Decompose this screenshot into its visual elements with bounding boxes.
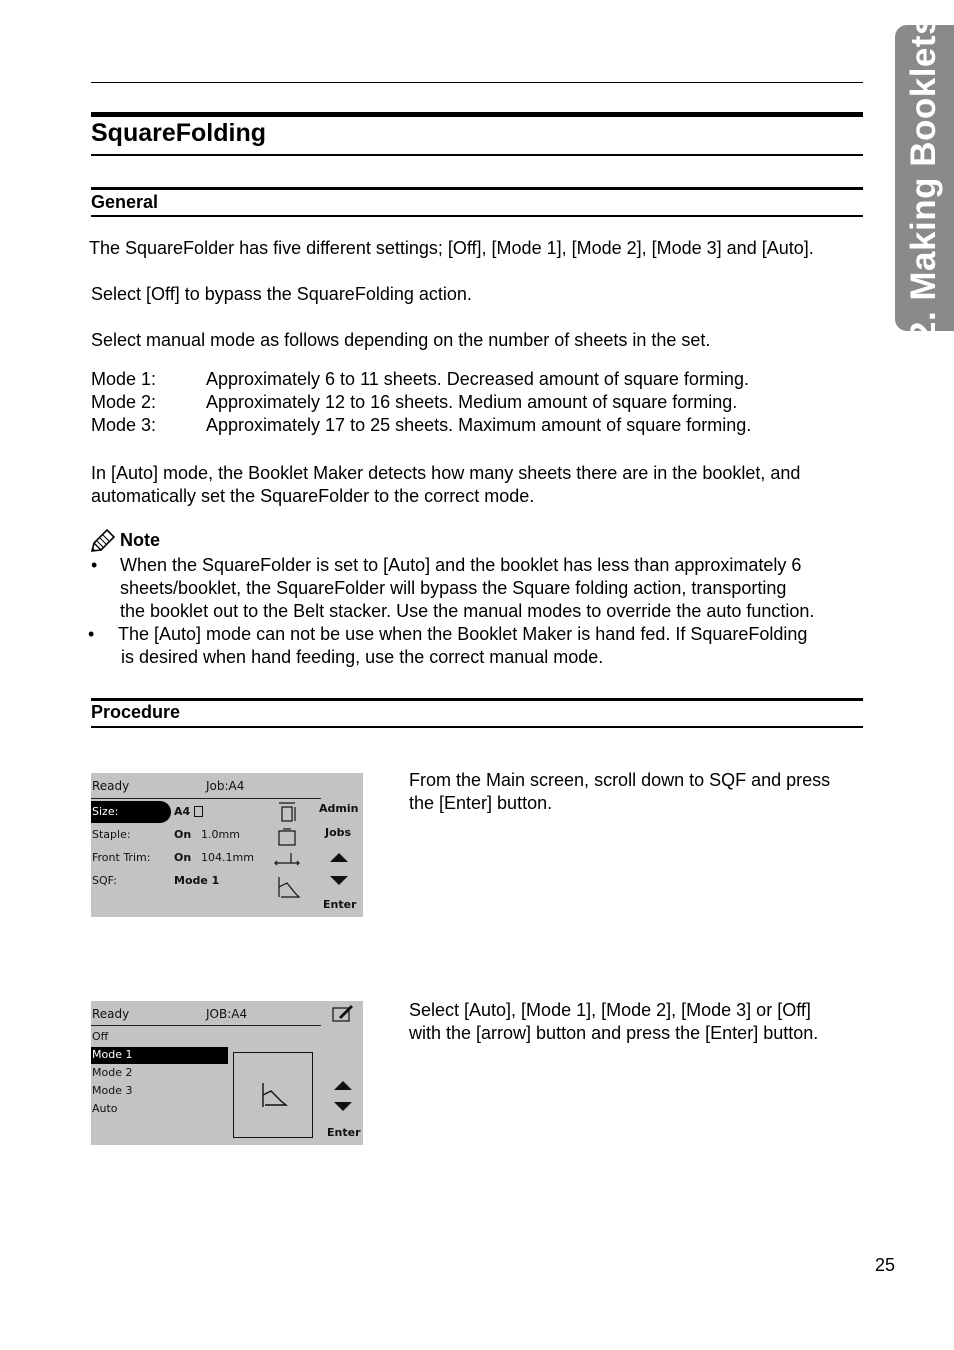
general-heading: General	[91, 192, 159, 212]
arrow-up-icon	[333, 1079, 353, 1091]
auto-paragraph-line-1: In [Auto] mode, the Booklet Maker detects how many sheets there are in the booklet, and	[91, 463, 801, 483]
squarefold-icon	[279, 877, 299, 897]
row-label: SQF:	[92, 874, 117, 887]
title-rule-top	[91, 112, 863, 117]
chapter-tab-label: 2. Making Booklets	[904, 14, 943, 342]
row-value: On	[174, 851, 192, 864]
screen-job: Job:A4	[206, 779, 245, 793]
general-rule-top	[91, 187, 863, 190]
option-mode-1: Mode 1	[92, 1048, 133, 1061]
row-value-detail: 104.1mm	[201, 851, 254, 864]
row-value: Mode 1	[174, 874, 220, 887]
trim-icon	[275, 853, 299, 865]
option-mode-3: Mode 3	[92, 1084, 133, 1097]
arrow-down-icon	[333, 1101, 353, 1113]
page-number: 25	[875, 1255, 896, 1275]
squarefold-icon	[259, 1079, 289, 1109]
page-icon	[194, 806, 203, 817]
admin-button: Admin	[319, 802, 359, 815]
note-bullet-2-line-2: is desired when hand feeding, use the correct manual mode.	[121, 647, 604, 667]
row-value: A4	[174, 805, 191, 818]
note-pencil-icon	[90, 529, 116, 553]
staple-icon	[279, 829, 295, 845]
note-heading: Note	[120, 530, 160, 550]
procedure-heading: Procedure	[91, 702, 181, 722]
sqf-screen-image	[91, 1001, 363, 1145]
screen-status: Ready	[92, 1007, 130, 1021]
mode-description: Approximately 6 to 11 sheets. Decreased amount of square forming.	[206, 369, 749, 389]
procedure-rule-top	[91, 698, 863, 701]
note-bullet-2: • The [Auto] mode can not be use when the Booklet Maker is hand fed. If SquareFolding is desired when hand feeding, use the correct manual mode.	[88, 624, 808, 667]
step-1-line-1: From the Main screen, scroll down to SQF and press	[409, 770, 831, 790]
mode-description: Approximately 17 to 25 sheets. Maximum amount of square forming.	[206, 415, 752, 435]
row-value: On	[174, 828, 192, 841]
step-2-line-1: Select [Auto], [Mode 1], [Mode 2], [Mode 3] or [Off]	[409, 1000, 811, 1020]
row-label: Size:	[92, 805, 119, 818]
row-label: Staple:	[92, 828, 131, 841]
note-bullet-1: • When the SquareFolder is set to [Auto] and the booklet has less than approximately 6 sheets/booklet, the SquareFolder will bypass the Square folding action, transporting the booklet out to the Belt stacker. Use the manual modes to override the auto function.	[91, 555, 815, 621]
preview-box	[233, 1052, 313, 1138]
mode-description: Approximately 12 to 16 sheets. Medium amount of square forming.	[206, 392, 738, 412]
header-rule	[91, 82, 863, 83]
row-label: Front Trim:	[92, 851, 151, 864]
mode-label: Mode 2:	[91, 392, 157, 412]
general-rule-bottom	[91, 215, 863, 217]
screen-status: Ready	[92, 779, 130, 793]
jobs-button: Jobs	[325, 826, 352, 839]
general-paragraph-2: Select [Off] to bypass the SquareFolding action.	[91, 284, 472, 304]
arrow-up-icon	[329, 851, 349, 863]
row-value-detail: 1.0mm	[201, 828, 240, 841]
enter-button: Enter	[327, 1126, 361, 1139]
note-bullet-1-line-1: When the SquareFolder is set to [Auto] and the booklet has less than approximately 6	[120, 555, 802, 575]
section-title: SquareFolding	[91, 119, 266, 147]
settings-icons	[273, 801, 301, 901]
step-1-line-2: the [Enter] button.	[409, 793, 553, 813]
enter-button: Enter	[323, 898, 357, 911]
screen-job: JOB:A4	[206, 1007, 248, 1021]
option-mode-2: Mode 2	[92, 1066, 133, 1079]
note-bullet-2-line-1: The [Auto] mode can not be use when the Booklet Maker is hand fed. If SquareFolding	[118, 624, 808, 644]
note-bullet-1-line-3: the booklet out to the Belt stacker. Use the manual modes to override the auto function.	[120, 601, 815, 621]
step-2-line-2: with the [arrow] button and press the [Enter] button.	[409, 1023, 819, 1043]
title-rule-bottom	[91, 154, 863, 156]
edit-icon	[331, 1003, 355, 1023]
auto-paragraph-line-2: automatically set the SquareFolder to the correct mode.	[91, 486, 535, 506]
note-bullet-1-line-2: sheets/booklet, the SquareFolder will bypass the Square folding action, transporting	[120, 578, 787, 598]
mode-label: Mode 1:	[91, 369, 157, 389]
procedure-rule-bottom	[91, 726, 863, 728]
option-auto: Auto	[92, 1102, 118, 1115]
mode-label: Mode 3:	[91, 415, 157, 435]
arrow-down-icon	[329, 875, 349, 887]
size-icon	[279, 803, 295, 821]
general-paragraph-1: The SquareFolder has five different settings; [Off], [Mode 1], [Mode 2], [Mode 3] and [Auto].	[89, 238, 814, 258]
main-screen-image	[91, 773, 363, 917]
general-paragraph-3: Select manual mode as follows depending on the number of sheets in the set.	[91, 330, 711, 350]
option-off: Off	[92, 1030, 109, 1043]
